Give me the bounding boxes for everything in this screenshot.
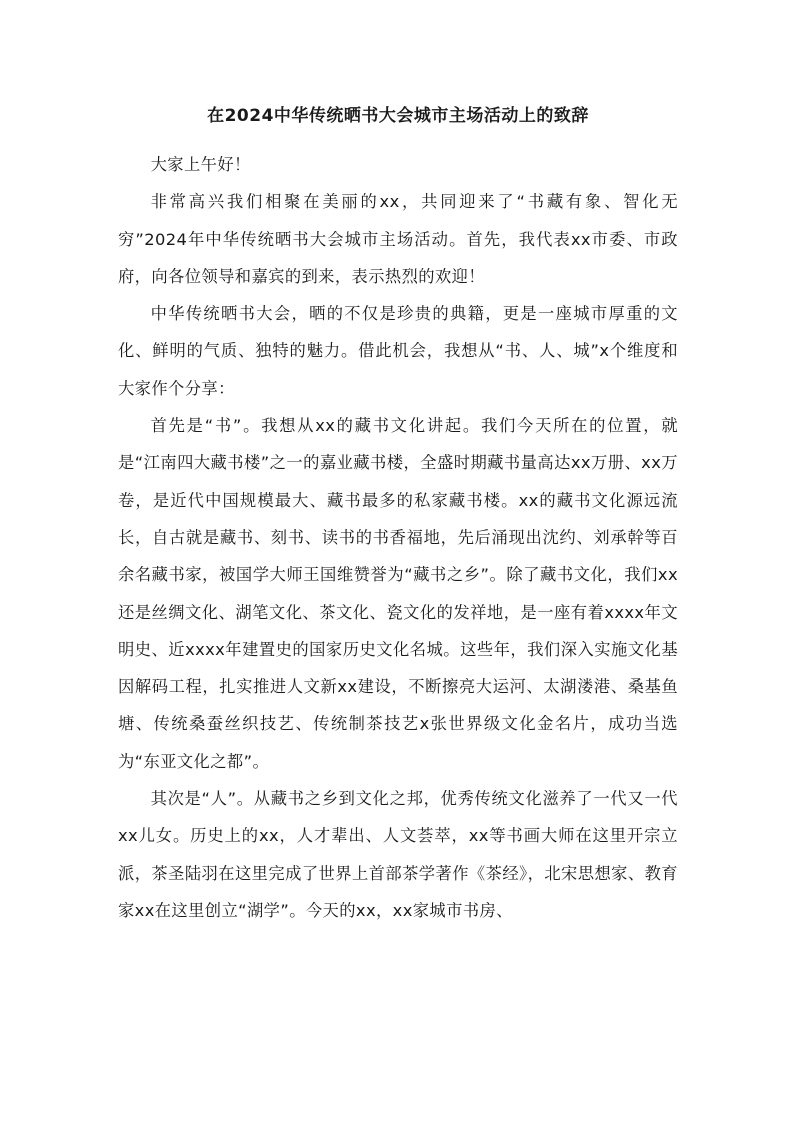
paragraph-greeting: 大家上午好！ <box>150 155 251 174</box>
paragraph-people: 其次是“人”。从藏书之乡到文化之邦，优秀传统文化滋养了一代又一代xx儿女。历史上的xx，人才辈出、人文荟萃，xx等书画大师在这里开宗立派，茶圣陆羽在这里完成了世界上首部茶学著作《茶经》，北宋思想家、教育家xx在这里创立“湖学”。今天的xx，xx家城市书房、 <box>118 789 678 920</box>
document-title: 在2024中华传统晒书大会城市主场活动上的致辞 <box>207 106 589 126</box>
document-body <box>118 98 678 929</box>
paragraph-introduction: 中华传统晒书大会，晒的不仅是珍贵的典籍，更是一座城市厚重的文化、鲜明的气质、独特的魅力。借此机会，我想从“书、人、城”x个维度和大家作个分享： <box>118 304 678 398</box>
paragraph-books: 首先是“书”。我想从xx的藏书文化讲起。我们今天所在的位置，就是“江南四大藏书楼”之一的嘉业藏书楼，全盛时期藏书量高达xx万册、xx万卷，是近代中国规模最大、藏书最多的私家藏书楼。xx的藏书文化源远流长，自古就是藏书、刻书、读书的书香福地，先后涌现出沈约、刘承幹等百余名藏书家，被国学大师王国维赞誉为“藏书之乡”。除了藏书文化，我们xx还是丝绸文化、湖笔文化、茶文化、瓷文化的发祥地，是一座有着xxxx年文明史、近xxxx年建置史的国家历史文化名城。这些年，我们深入实施文化基因解码工程，扎实推进人文新xx建设，不断擦亮大运河、太湖溇港、桑基鱼塘、传统桑蚕丝织技艺、传统制茶技艺x张世界级文化金名片，成功当选为“东亚文化之都”。 <box>118 416 678 771</box>
paragraph-welcome: 非常高兴我们相聚在美丽的xx，共同迎来了“书藏有象、智化无穷”2024年中华传统晒书大会城市主场活动。首先，我代表xx市委、市政府，向各位领导和嘉宾的到来，表示热烈的欢迎！ <box>118 192 678 286</box>
